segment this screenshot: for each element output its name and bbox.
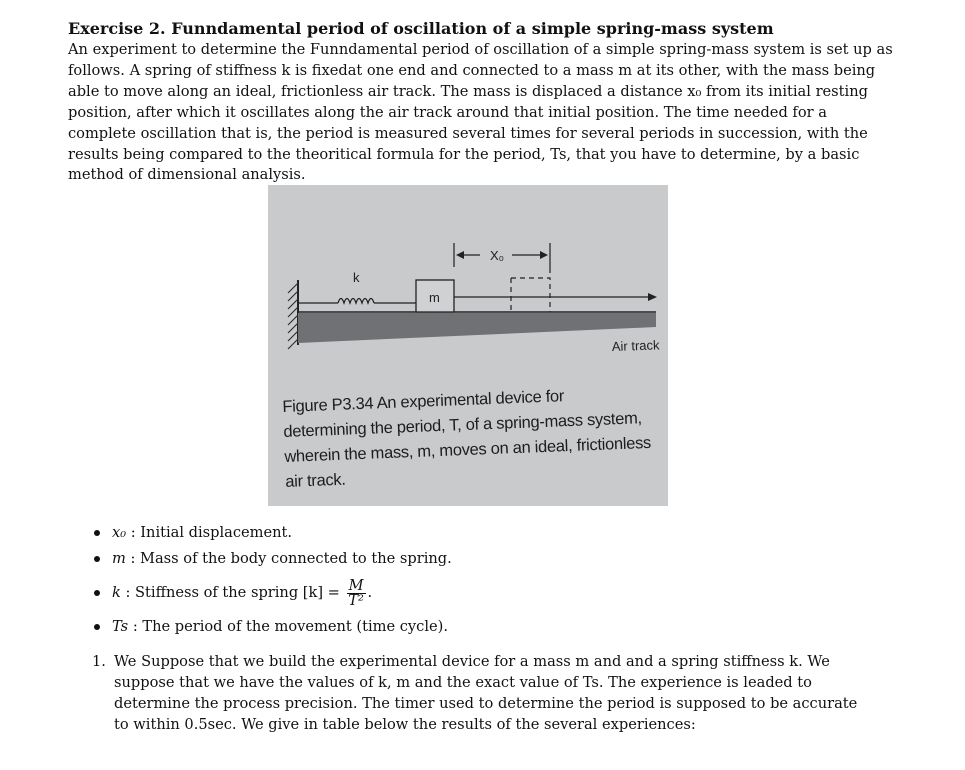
exercise-title: Exercise 2. Funndamental period of oscillation of a simple spring-mass system	[68, 19, 774, 38]
k-label: k	[353, 270, 360, 285]
question-1	[92, 652, 872, 736]
bullet-dot	[94, 590, 100, 596]
list-item	[94, 614, 874, 640]
definition-tail: .	[367, 584, 373, 601]
caption-line: air track.	[284, 470, 346, 491]
caption-line: determining the period, T, of a spring-mass system,	[283, 409, 643, 441]
bullet-dot	[94, 624, 100, 630]
list-item	[94, 546, 874, 572]
symbol: x₀	[112, 524, 127, 541]
definition: : Stiffness of the spring [k] =	[125, 584, 340, 601]
variable-list	[94, 520, 874, 640]
list-item	[94, 572, 874, 614]
air-track-label: Air track	[611, 337, 660, 354]
fraction-numerator: M	[348, 576, 364, 594]
bullet-dot	[94, 556, 100, 562]
definition: : Mass of the body connected to the spring.	[130, 550, 452, 567]
m-label: m	[429, 290, 440, 305]
spring-coil	[338, 299, 374, 304]
caption-line: Figure P3.34 An experimental device for	[282, 387, 565, 416]
caption-line: wherein the mass, m, moves on an ideal, frictionless	[284, 433, 652, 466]
symbol: k	[112, 584, 121, 601]
unit-fraction	[347, 576, 366, 609]
list-item	[94, 520, 874, 546]
symbol: m	[112, 550, 126, 567]
air-track-body	[298, 313, 656, 343]
x0-label: X₀	[490, 248, 505, 263]
bullet-dot	[94, 530, 100, 536]
definition: : The period of the movement (time cycle).	[132, 618, 448, 635]
question-text: We Suppose that we build the experimental device for a mass m and and a spring stiffness k. We suppose that we have the values of k, m and the exact value of Ts. The experience is leaded to determine the process precision. The timer used to determine the period is supposed to be accurate to within 0.5sec. We give in table below the results of the several experiences:	[114, 653, 858, 733]
intro-paragraph: An experiment to determine the Funndamental period of oscillation of a simple spring-mass system is set up as follows. A spring of stiffness k is fixedat one end and connected to a mass m at its other, with the mass being able to move along an ideal, frictionless air track. The mass is displaced a distance x₀ from its initial resting position, after which it oscillates along the air track around that initial position. The time needed for a complete oscillation that is, the period is measured several times for several periods in succession, with the results being compared to the theoritical formula for the period, Ts, that you have to determine, by a basic method of dimensional analysis.	[68, 41, 893, 184]
question-number: 1.	[92, 653, 106, 670]
spring-mass-figure	[268, 185, 668, 506]
exercise-intro	[68, 40, 898, 186]
fraction-denominator: T²	[348, 591, 364, 609]
definition: : Initial displacement.	[130, 524, 293, 541]
figure-caption	[282, 380, 666, 495]
symbol: Ts	[112, 618, 129, 635]
